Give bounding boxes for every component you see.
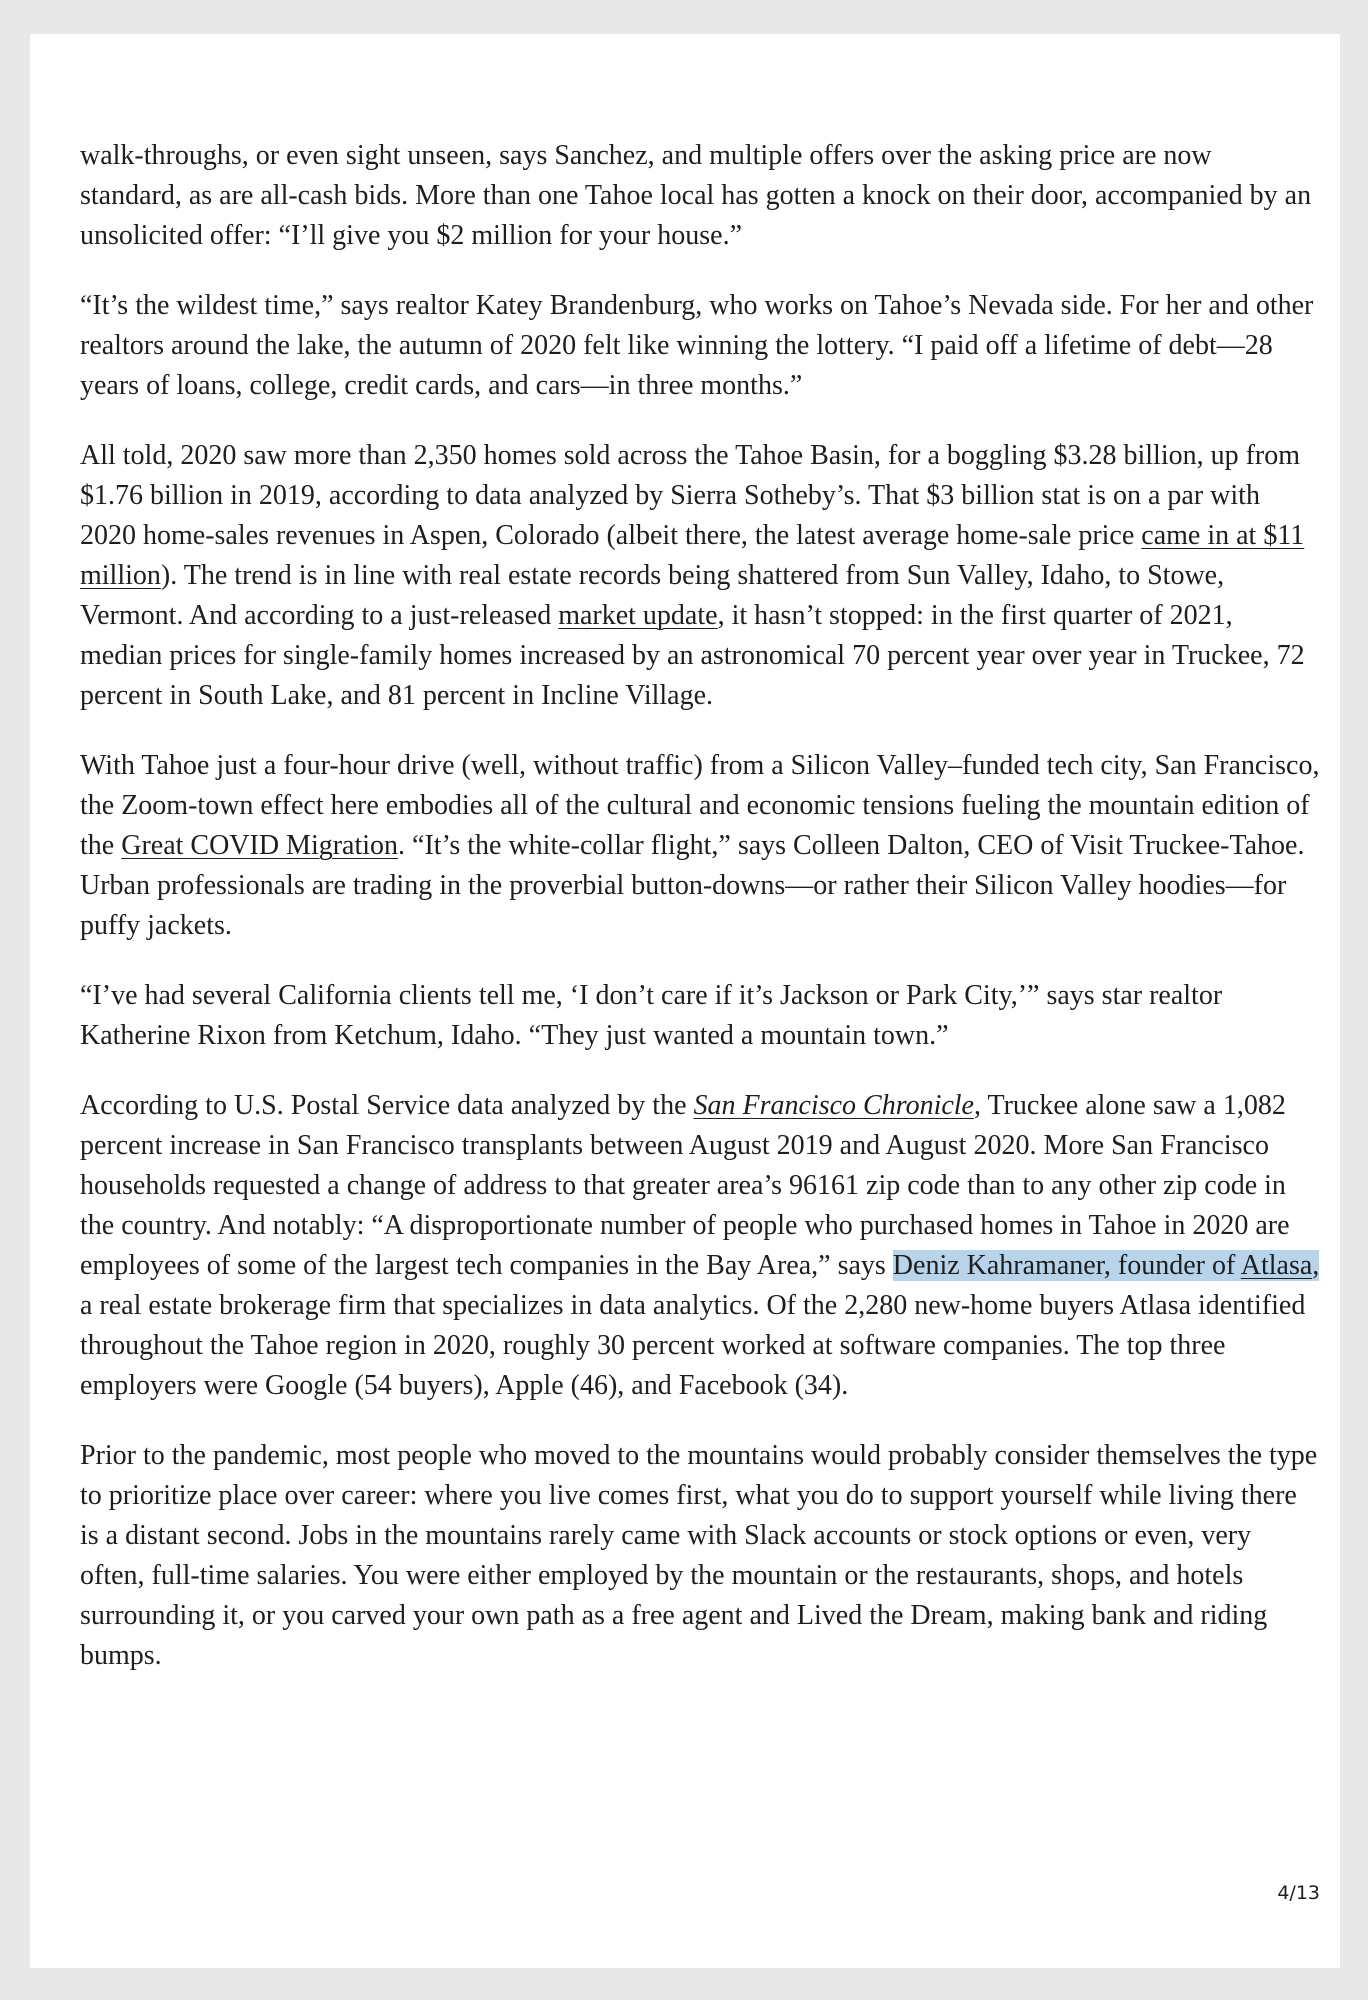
paragraph — [80, 746, 1320, 946]
paragraph — [80, 1086, 1320, 1406]
inline-link[interactable]: market update — [558, 600, 718, 631]
text-run: According to U.S. Postal Service data analyzed by the — [80, 1090, 694, 1121]
article-body — [80, 136, 1320, 1706]
page-number: 4/13 — [1277, 1882, 1320, 1904]
paragraph — [80, 286, 1320, 406]
inline-link[interactable]: San Francisco Chronicle — [693, 1090, 974, 1121]
highlighted-text: Deniz Kahramaner, founder of — [892, 1250, 1241, 1281]
document-page — [30, 34, 1340, 1968]
text-run: “It’s the wildest time,” says realtor Katey Brandenburg, who works on Tahoe’s Nevada side. For her and other realtors around the lake, the autumn of 2020 felt like winning the lottery. “I paid off a lifetime of debt—28 years of loans, college, credit cards, and cars—in three months.” — [80, 290, 1314, 401]
text-run: walk-throughs, or even sight unseen, says Sanchez, and multiple offers over the asking price are now standard, as are all-cash bids. More than one Tahoe local has gotten a knock on their door, accompanied by an unsolicited offer: “I’ll give you $2 million for your house.” — [80, 140, 1312, 251]
text-run: , Truckee alone saw a 1,082 percent increase in San Francisco transplants between August 2019 and August 2020. More San Francisco households requested a change of address to that greater area’s 96161 zip code than to any other zip code in the country. And notably: “A disproportionate number of people who purchased homes in Tahoe in 2020 are employees of some of the largest tech companies in the Bay Area,” says — [80, 1090, 1290, 1281]
paragraph — [80, 1436, 1320, 1676]
text-run: , it hasn’t stopped: in the first quarter of 2021, median prices for single-family homes increased by an astronomical 70 percent year over year in Truckee, 72 percent in South Lake, and 81 percent in Incline Village. — [80, 600, 1305, 711]
text-run: ). The trend is in line with real estate records being shattered from Sun Valley, Idaho, to Stowe, Vermont. And according to a just-released — [80, 560, 1225, 631]
paragraph — [80, 136, 1320, 256]
text-run: . “It’s the white-collar flight,” says Colleen Dalton, CEO of Visit Truckee-Tahoe. Urban professionals are trading in the proverbial button-downs—or rather their Silicon Valley hoodies—for puffy jackets. — [80, 830, 1305, 941]
text-run: a real estate brokerage firm that specializes in data analytics. Of the 2,280 new-home buyers Atlasa identified throughout the Tahoe region in 2020, roughly 30 percent worked at software companies. The top three employers were Google (54 buyers), Apple (46), and Facebook (34). — [80, 1290, 1306, 1401]
paragraph — [80, 436, 1320, 716]
text-run: With Tahoe just a four-hour drive (well, without traffic) from a Silicon Valley–funded tech city, San Francisco, the Zoom-town effect here embodies all of the cultural and economic tensions fueling the mountain edition of the — [80, 750, 1320, 861]
text-run: All told, 2020 saw more than 2,350 homes sold across the Tahoe Basin, for a boggling $3.28 billion, up from $1.76 billion in 2019, according to data analyzed by Sierra Sotheby’s. That $3 billion stat is on a par with 2020 home-sales revenues in Aspen, Colorado (albeit there, the latest average home-sale price — [80, 440, 1301, 551]
text-run: Prior to the pandemic, most people who moved to the mountains would probably consider themselves the type to prioritize place over career: where you live comes first, what you do to support yourself while living there is a distant second. Jobs in the mountains rarely came with Slack accounts or stock options or even, very often, full-time salaries. You were either employed by the mountain or the restaurants, shops, and hotels surrounding it, or you carved your own path as a free agent and Lived the Dream, making bank and riding bumps. — [80, 1440, 1318, 1671]
inline-link[interactable]: Great COVID Migration — [121, 830, 399, 861]
inline-link[interactable]: came in at $11 million — [80, 520, 1305, 591]
highlighted-text: , — [1312, 1250, 1320, 1281]
text-run: “I’ve had several California clients tell me, ‘I don’t care if it’s Jackson or Park City,’” says star realtor Katherine Rixon from Ketchum, Idaho. “They just wanted a mountain town.” — [80, 980, 1223, 1051]
inline-link[interactable]: Atlasa — [1240, 1250, 1313, 1281]
paragraph — [80, 976, 1320, 1056]
